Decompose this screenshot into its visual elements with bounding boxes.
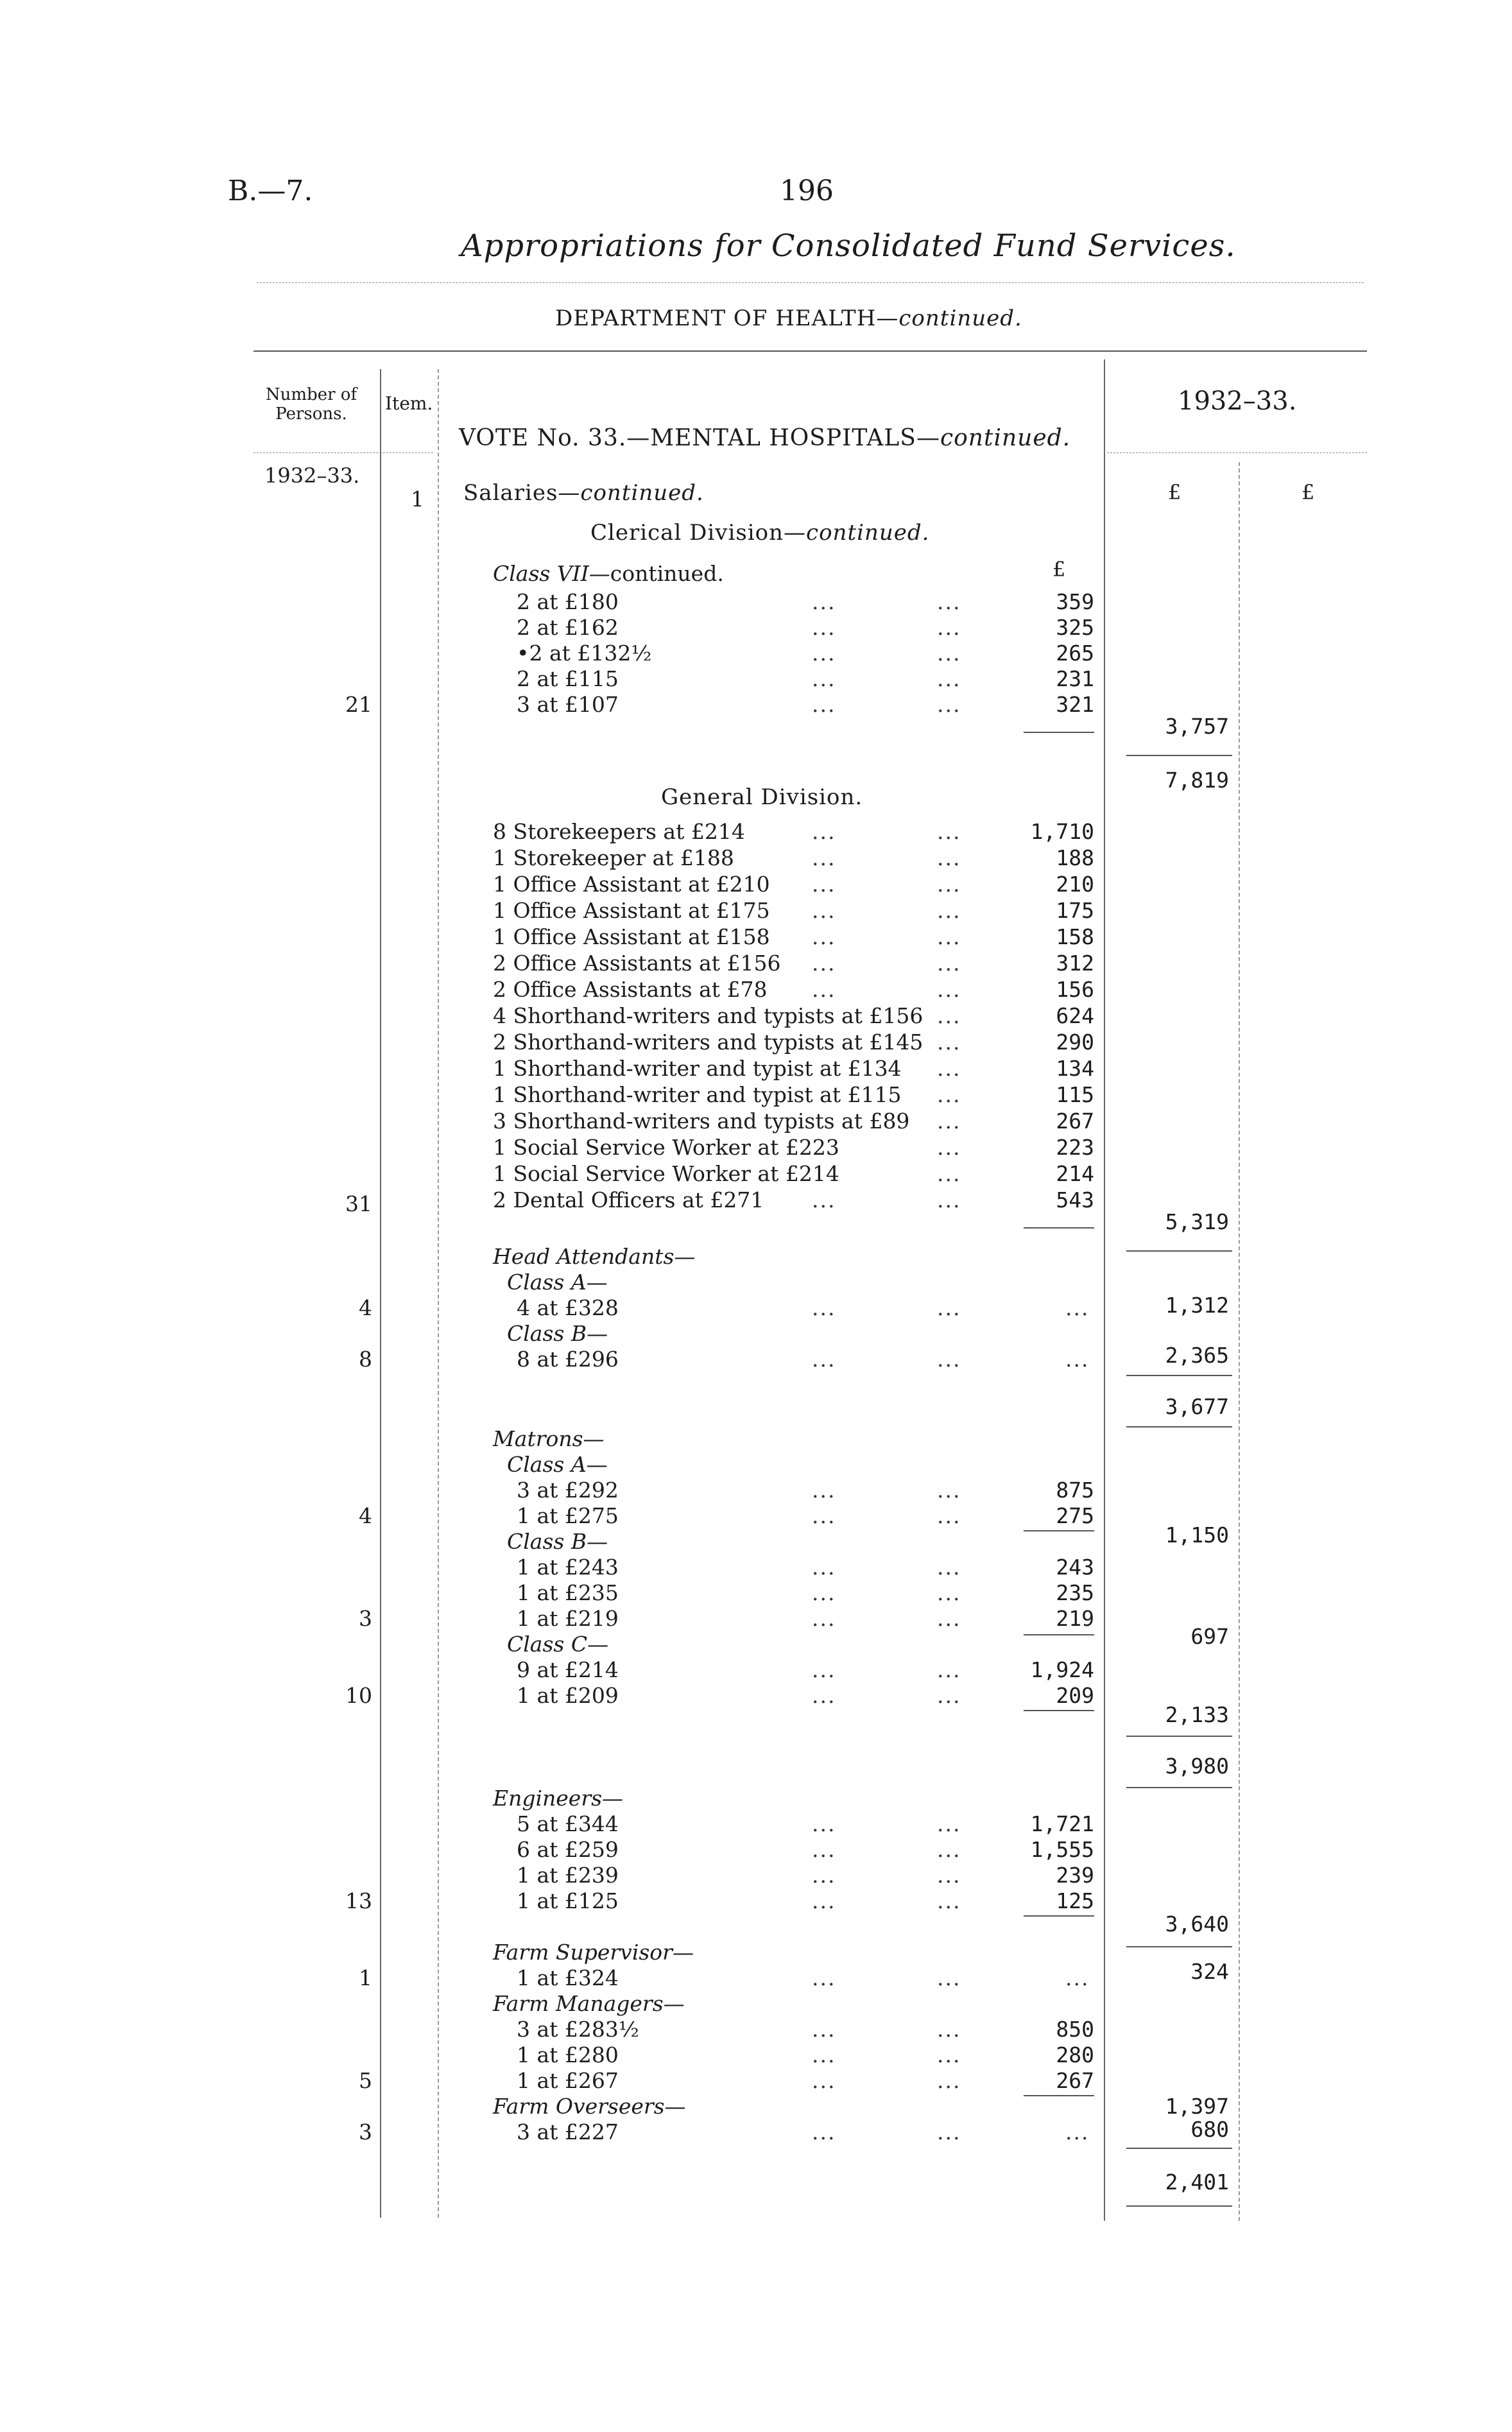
general-row-dots: ...	[937, 898, 961, 923]
engineers-row-amount: 1,721	[1030, 1811, 1094, 1836]
general-row-amount: 175	[1056, 898, 1094, 923]
matrons-b-row-dots: ...	[937, 1555, 961, 1580]
head-attendants-a-row-dots: ...	[1065, 1295, 1090, 1320]
farm-supervisor-rule	[1126, 1946, 1232, 1947]
table-top-rule	[253, 350, 1367, 352]
matrons-total-rule	[1126, 1787, 1232, 1788]
page-title: Appropriations for Consolidated Fund Services.	[461, 228, 1236, 264]
general-row-label: 1 Office Assistant at £210	[493, 872, 770, 897]
year-header-top: 1932–33.	[1178, 386, 1297, 416]
item-header: Item.	[385, 393, 433, 414]
matrons-a-row-amount: 275	[1056, 1503, 1094, 1528]
farm-supervisor-row-dots: ...	[937, 1965, 961, 1990]
general-row-label: 1 Social Service Worker at £214	[493, 1161, 839, 1186]
clerical-row-label: 2 at £115	[517, 666, 619, 691]
farm-managers-total: 1,397	[1165, 2094, 1229, 2119]
matrons-b-rule	[1024, 1634, 1094, 1635]
engineers-row-dots: ...	[812, 1863, 836, 1888]
clerical-continued: continued.	[806, 520, 930, 546]
matrons-a-row-dots: ...	[812, 1478, 836, 1503]
general-row-label: 2 Office Assistants at £78	[493, 977, 768, 1002]
class-vii-label: Class VII—	[493, 561, 610, 586]
matrons-c-row-amount: 209	[1056, 1683, 1094, 1708]
general-row-amount: 214	[1056, 1161, 1094, 1186]
general-row-label: 2 Office Assistants at £156	[493, 951, 781, 976]
head-attendants-b-persons: 8	[359, 1347, 372, 1372]
general-row-dots: ...	[937, 1187, 961, 1212]
department-continued: continued.	[898, 306, 1022, 331]
general-row-amount: 158	[1056, 924, 1094, 949]
matrons-b-row-dots: ...	[812, 1580, 836, 1605]
engineers-row-dots: ...	[812, 1888, 836, 1913]
engineers-total: 3,640	[1165, 1911, 1229, 1936]
clerical-row-amount: 321	[1056, 692, 1094, 717]
clerical-persons: 21	[345, 692, 372, 717]
currency-col-b: £	[1302, 480, 1315, 505]
farm-managers-row-dots: ...	[937, 2017, 961, 2042]
engineers-row-dots: ...	[937, 1837, 961, 1862]
engineers-row-amount: 125	[1056, 1888, 1094, 1913]
engineers-persons: 13	[345, 1888, 372, 1913]
farm-managers-row-dots: ...	[812, 2017, 836, 2042]
matrons-c-row-amount: 1,924	[1030, 1657, 1094, 1682]
matrons-a-row-dots: ...	[937, 1478, 961, 1503]
matrons-b-row-dots: ...	[937, 1606, 961, 1631]
persons-col-rule	[380, 369, 381, 2218]
head-attendants-a-row-label: 4 at £328	[517, 1295, 619, 1320]
head-attendants-a-row-dots: ...	[937, 1295, 961, 1320]
farm-overseers-row-dots: ...	[812, 2119, 836, 2144]
clerical-heading	[590, 520, 929, 546]
general-row-dots: ...	[937, 1161, 961, 1186]
clerical-row-dots: ...	[812, 666, 836, 691]
general-row-dots: ...	[812, 819, 836, 844]
matrons-class-b: Class B—	[507, 1529, 608, 1554]
matrons-a-rule	[1024, 1530, 1094, 1531]
general-total-rule	[1126, 1250, 1232, 1252]
head-attendants-b-row-dots: ...	[1065, 1347, 1090, 1372]
matrons-c-row-dots: ...	[812, 1683, 836, 1708]
general-row-amount: 624	[1056, 1003, 1094, 1028]
year-header-left: 1932–33.	[264, 463, 360, 488]
matrons-c-row-dots: ...	[937, 1657, 961, 1682]
farm-managers-row-label: 1 at £280	[517, 2042, 619, 2067]
clerical-row-amount: 265	[1056, 641, 1094, 666]
matrons-rule	[1126, 1736, 1232, 1737]
farm-managers-row-dots: ...	[812, 2068, 836, 2093]
matrons-b-persons: 3	[359, 1606, 372, 1631]
general-row-amount: 267	[1056, 1108, 1094, 1134]
farm-overseers-row-label: 3 at £227	[517, 2119, 619, 2144]
matrons-total: 3,980	[1165, 1754, 1229, 1779]
engineers-row-dots: ...	[937, 1811, 961, 1836]
engineers-row-dots: ...	[937, 1888, 961, 1913]
farm-managers-row-label: 3 at £283½	[517, 2017, 639, 2042]
matrons-a-row-label: 1 at £275	[517, 1503, 619, 1528]
head-attendants-a-row-dots: ...	[812, 1295, 836, 1320]
general-total: 5,319	[1165, 1209, 1229, 1234]
general-row-label: 1 Office Assistant at £175	[493, 898, 770, 923]
clerical-total-rule	[1126, 755, 1232, 756]
head-attendants-class-a: Class A—	[507, 1270, 608, 1295]
general-row-label: 1 Storekeeper at £188	[493, 845, 734, 870]
farm-supervisor-row-dots: ...	[1065, 1965, 1090, 1990]
general-heading: General Division.	[661, 784, 863, 810]
engineers-row-dots: ...	[812, 1811, 836, 1836]
matrons-c-row-label: 9 at £214	[517, 1657, 619, 1682]
salaries-continued: continued.	[580, 480, 704, 506]
head-attendants-a-persons: 4	[359, 1295, 372, 1320]
department-heading	[555, 306, 1022, 331]
clerical-currency-mark: £	[1052, 557, 1066, 582]
general-row-dots: ...	[937, 1135, 961, 1160]
matrons-c-row-label: 1 at £209	[517, 1683, 619, 1708]
general-persons: 31	[345, 1191, 372, 1216]
matrons-b-row-amount: 243	[1056, 1555, 1094, 1580]
class-vii-heading	[493, 561, 724, 586]
engineers-row-label: 1 at £239	[517, 1863, 619, 1888]
general-row-amount: 312	[1056, 951, 1094, 976]
engineers-row-label: 6 at £259	[517, 1837, 619, 1862]
page-number: 196	[780, 175, 834, 207]
currency-col-a: £	[1168, 480, 1181, 505]
general-row-label: 4 Shorthand-writers and typists at £156	[493, 1003, 924, 1028]
farm-supervisor-heading: Farm Supervisor—	[493, 1940, 694, 1965]
total-col-rule	[1239, 462, 1240, 2221]
matrons-heading: Matrons—	[493, 1426, 605, 1451]
clerical-row-dots: ...	[812, 692, 836, 717]
head-attendants-b-row-label: 8 at £296	[517, 1347, 619, 1372]
matrons-c-row-dots: ...	[937, 1683, 961, 1708]
matrons-b-row-label: 1 at £235	[517, 1580, 619, 1605]
farm-managers-row-amount: 267	[1056, 2068, 1094, 2093]
farm-supervisor-persons: 1	[359, 1965, 372, 1990]
general-row-dots: ...	[937, 1082, 961, 1107]
matrons-b-row-amount: 235	[1056, 1580, 1094, 1605]
clerical-row-amount: 325	[1056, 615, 1094, 640]
general-row-dots: ...	[812, 845, 836, 870]
salaries-label: Salaries—	[463, 480, 581, 506]
clerical-subtotal: 3,757	[1165, 714, 1229, 739]
head-attendants-b-row-dots: ...	[812, 1347, 836, 1372]
general-row-dots: ...	[812, 977, 836, 1002]
general-row-label: 1 Social Service Worker at £223	[493, 1135, 839, 1160]
general-row-dots: ...	[937, 845, 961, 870]
clerical-row-label: •2 at £132½	[517, 641, 652, 666]
matrons-b-row-amount: 219	[1056, 1606, 1094, 1631]
matrons-b-row-dots: ...	[812, 1606, 836, 1631]
farm-managers-row-dots: ...	[937, 2042, 961, 2067]
general-row-amount: 210	[1056, 872, 1094, 897]
farm-overseers-row-dots: ...	[937, 2119, 961, 2144]
matrons-b-row-dots: ...	[812, 1555, 836, 1580]
engineers-row-dots: ...	[812, 1837, 836, 1862]
general-row-dots: ...	[812, 872, 836, 897]
head-attendants-b-row-dots: ...	[937, 1347, 961, 1372]
engineers-heading: Engineers—	[493, 1786, 624, 1811]
general-row-amount: 1,710	[1030, 819, 1094, 844]
matrons-class-a: Class A—	[507, 1452, 608, 1477]
matrons-a-persons: 4	[359, 1503, 372, 1528]
general-row-dots: ...	[937, 1030, 961, 1055]
farm-supervisor-total: 324	[1190, 1959, 1229, 1984]
farm-managers-row-label: 1 at £267	[517, 2068, 619, 2093]
general-row-dots: ...	[937, 819, 961, 844]
general-row-label: 2 Shorthand-writers and typists at £145	[493, 1030, 924, 1055]
matrons-b-row-label: 1 at £219	[517, 1606, 619, 1631]
head-attendants-total-rule	[1126, 1426, 1232, 1427]
farm-overseers-persons: 3	[359, 2119, 372, 2144]
head-attendants-b-total: 2,365	[1165, 1343, 1229, 1368]
clerical-row-dots: ...	[937, 692, 961, 717]
general-row-dots: ...	[937, 872, 961, 897]
matrons-a-row-dots: ...	[812, 1503, 836, 1528]
matrons-c-persons: 10	[345, 1683, 372, 1708]
engineers-row-amount: 1,555	[1030, 1837, 1094, 1862]
farm-managers-row-amount: 850	[1056, 2017, 1094, 2042]
farm-managers-row-dots: ...	[812, 2042, 836, 2067]
salaries-heading	[463, 480, 704, 506]
engineers-rule	[1024, 1915, 1094, 1917]
clerical-row-dots: ...	[937, 615, 961, 640]
clerical-sum-rule	[1024, 732, 1094, 733]
title-rule	[257, 282, 1364, 283]
matrons-b-row-label: 1 at £243	[517, 1555, 619, 1580]
clerical-row-dots: ...	[812, 615, 836, 640]
clerical-row-label: 2 at £180	[517, 589, 619, 614]
item-number: 1	[411, 487, 424, 512]
general-row-dots: ...	[812, 924, 836, 949]
engineers-row-label: 1 at £125	[517, 1888, 619, 1913]
matrons-a-row-label: 3 at £292	[517, 1478, 619, 1503]
general-row-amount: 290	[1056, 1030, 1094, 1055]
matrons-c-total: 2,133	[1165, 1702, 1229, 1727]
general-row-amount: 134	[1056, 1056, 1094, 1081]
head-attendants-total: 3,677	[1165, 1394, 1229, 1419]
general-row-dots: ...	[812, 898, 836, 923]
matrons-class-c: Class C—	[507, 1632, 609, 1657]
general-row-label: 2 Dental Officers at £271	[493, 1187, 764, 1212]
farm-supervisor-row-dots: ...	[812, 1965, 836, 1990]
vote-title-text: VOTE No. 33.—MENTAL HOSPITALS—	[459, 425, 940, 451]
general-row-amount: 543	[1056, 1187, 1094, 1212]
general-row-amount: 156	[1056, 977, 1094, 1002]
farm-overseers-heading: Farm Overseers—	[493, 2094, 686, 2119]
clerical-row-dots: ...	[937, 641, 961, 666]
general-sum-rule	[1024, 1227, 1094, 1229]
clerical-row-amount: 359	[1056, 589, 1094, 614]
farm-managers-persons: 5	[359, 2068, 372, 2093]
general-row-label: 1 Shorthand-writer and typist at £134	[493, 1056, 902, 1081]
matrons-a-row-dots: ...	[937, 1503, 961, 1528]
amount-col-rule	[1104, 359, 1105, 2221]
matrons-a-row-amount: 875	[1056, 1478, 1094, 1503]
general-row-amount: 115	[1056, 1082, 1094, 1107]
general-row-dots: ...	[812, 1187, 836, 1212]
farm-total-rule	[1126, 2205, 1232, 2207]
farm-managers-row-amount: 280	[1056, 2042, 1094, 2067]
general-row-amount: 188	[1056, 845, 1094, 870]
general-row-dots: ...	[937, 924, 961, 949]
farm-managers-heading: Farm Managers—	[493, 1991, 685, 2016]
general-row-dots: ...	[937, 977, 961, 1002]
clerical-row-label: 3 at £107	[517, 692, 619, 717]
page-ref: B.—7.	[228, 175, 313, 207]
general-row-dots: ...	[812, 951, 836, 976]
general-row-label: 1 Office Assistant at £158	[493, 924, 770, 949]
vote-title-continued: continued.	[940, 425, 1071, 451]
clerical-row-dots: ...	[812, 641, 836, 666]
general-row-label: 8 Storekeepers at £214	[493, 819, 745, 844]
item-col-rule	[438, 369, 439, 2218]
general-row-dots: ...	[937, 1003, 961, 1028]
head-attendants-rule	[1126, 1375, 1232, 1376]
matrons-c-row-dots: ...	[812, 1657, 836, 1682]
general-row-amount: 223	[1056, 1135, 1094, 1160]
head-attendants-heading: Head Attendants—	[493, 1244, 696, 1269]
matrons-b-total: 697	[1190, 1624, 1229, 1649]
clerical-label: Clerical Division—	[590, 520, 807, 546]
farm-overseers-row-dots: ...	[1065, 2119, 1090, 2144]
clerical-row-dots: ...	[812, 589, 836, 614]
clerical-row-dots: ...	[937, 589, 961, 614]
clerical-total: 7,819	[1165, 768, 1229, 793]
engineers-row-dots: ...	[937, 1863, 961, 1888]
head-attendants-class-b: Class B—	[507, 1321, 608, 1346]
general-row-dots: ...	[937, 951, 961, 976]
general-row-label: 3 Shorthand-writers and typists at £89	[493, 1108, 910, 1134]
matrons-c-rule	[1024, 1710, 1094, 1711]
matrons-b-row-dots: ...	[937, 1580, 961, 1605]
farm-supervisor-row-label: 1 at £324	[517, 1965, 619, 1990]
general-row-label: 1 Shorthand-writer and typist at £115	[493, 1082, 902, 1107]
engineers-row-label: 5 at £344	[517, 1811, 619, 1836]
farm-managers-rule	[1024, 2095, 1094, 2096]
farm-overseers-total: 680	[1190, 2117, 1229, 2142]
clerical-row-dots: ...	[937, 666, 961, 691]
clerical-row-amount: 231	[1056, 666, 1094, 691]
class-vii-continued: continued.	[610, 561, 724, 586]
number-of-persons-header: Number of Persons.	[265, 385, 357, 424]
farm-rule	[1126, 2148, 1232, 2149]
head-attendants-a-total: 1,312	[1165, 1293, 1229, 1318]
general-row-dots: ...	[937, 1056, 961, 1081]
department-name: DEPARTMENT OF HEALTH—	[555, 306, 899, 331]
farm-total: 2,401	[1165, 2169, 1229, 2195]
general-row-dots: ...	[937, 1108, 961, 1134]
vote-title	[459, 425, 1070, 451]
matrons-a-total: 1,150	[1165, 1522, 1229, 1548]
engineers-row-amount: 239	[1056, 1863, 1094, 1888]
clerical-row-label: 2 at £162	[517, 615, 619, 640]
farm-managers-row-dots: ...	[937, 2068, 961, 2093]
